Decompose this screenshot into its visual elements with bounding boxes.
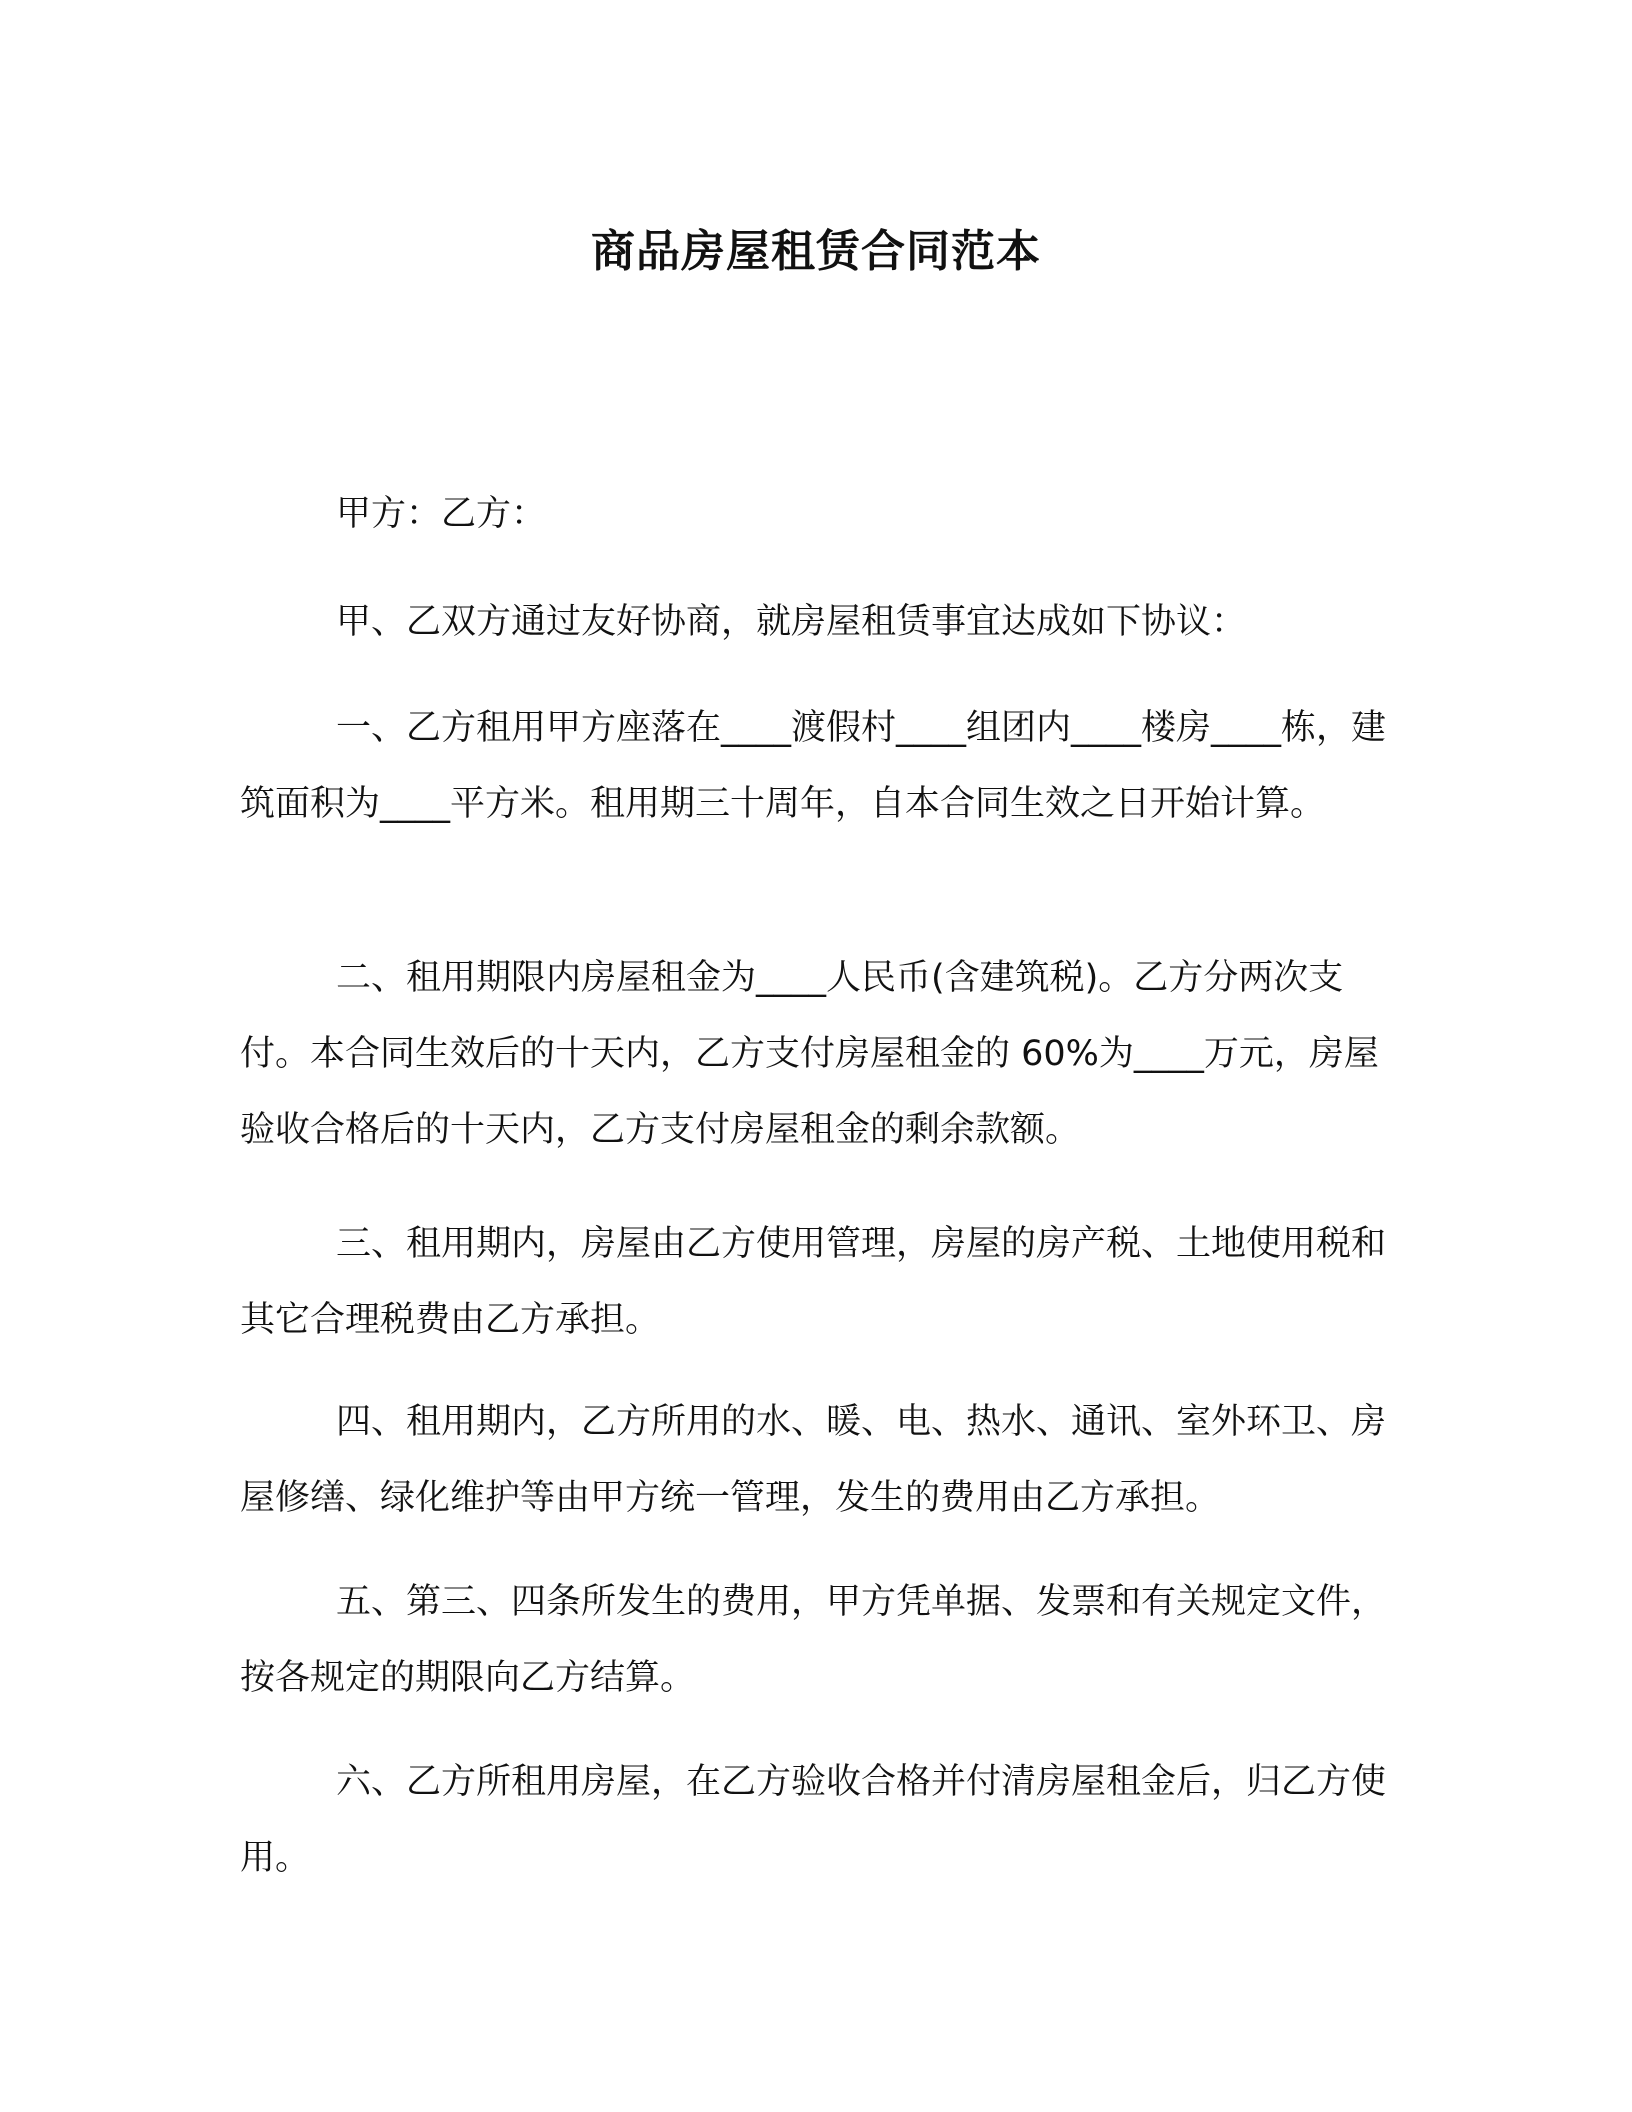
paragraph-4: 四、租用期内，乙方所用的水、暖、电、热水、通讯、室外环卫、房屋修缮、绿化维护等由甲方统一管理，发生的费用由乙方承担。 bbox=[240, 1402, 1387, 1518]
parties-line: 甲方：乙方： bbox=[336, 494, 547, 534]
paragraph-intro: 甲、乙双方通过友好协商，就房屋租赁事宜达成如下协议： bbox=[336, 602, 1247, 642]
paragraph-1: 一、乙方租用甲方座落在____渡假村____组团内____楼房____栋，建筑面积为____平方米。租用期三十周年，自本合同生效之日开始计算。 bbox=[240, 708, 1387, 824]
paragraph-2: 二、租用期限内房屋租金为____人民币(含建筑税)。乙方分两次支付。本合同生效后的十天内，乙方支付房屋租金的 60%为____万元，房屋验收合格后的十天内，乙方支付房屋租金的剩余款额。 bbox=[240, 958, 1379, 1150]
document-title: 商品房屋租赁合同范本 bbox=[591, 226, 1041, 277]
paragraph-3: 三、租用期内，房屋由乙方使用管理，房屋的房产税、土地使用税和其它合理税费由乙方承担。 bbox=[240, 1224, 1387, 1340]
paragraph-5: 五、第三、四条所发生的费用，甲方凭单据、发票和有关规定文件，按各规定的期限向乙方结算。 bbox=[240, 1582, 1387, 1698]
paragraph-6: 六、乙方所租用房屋，在乙方验收合格并付清房屋租金后，归乙方使用。 bbox=[240, 1762, 1387, 1878]
